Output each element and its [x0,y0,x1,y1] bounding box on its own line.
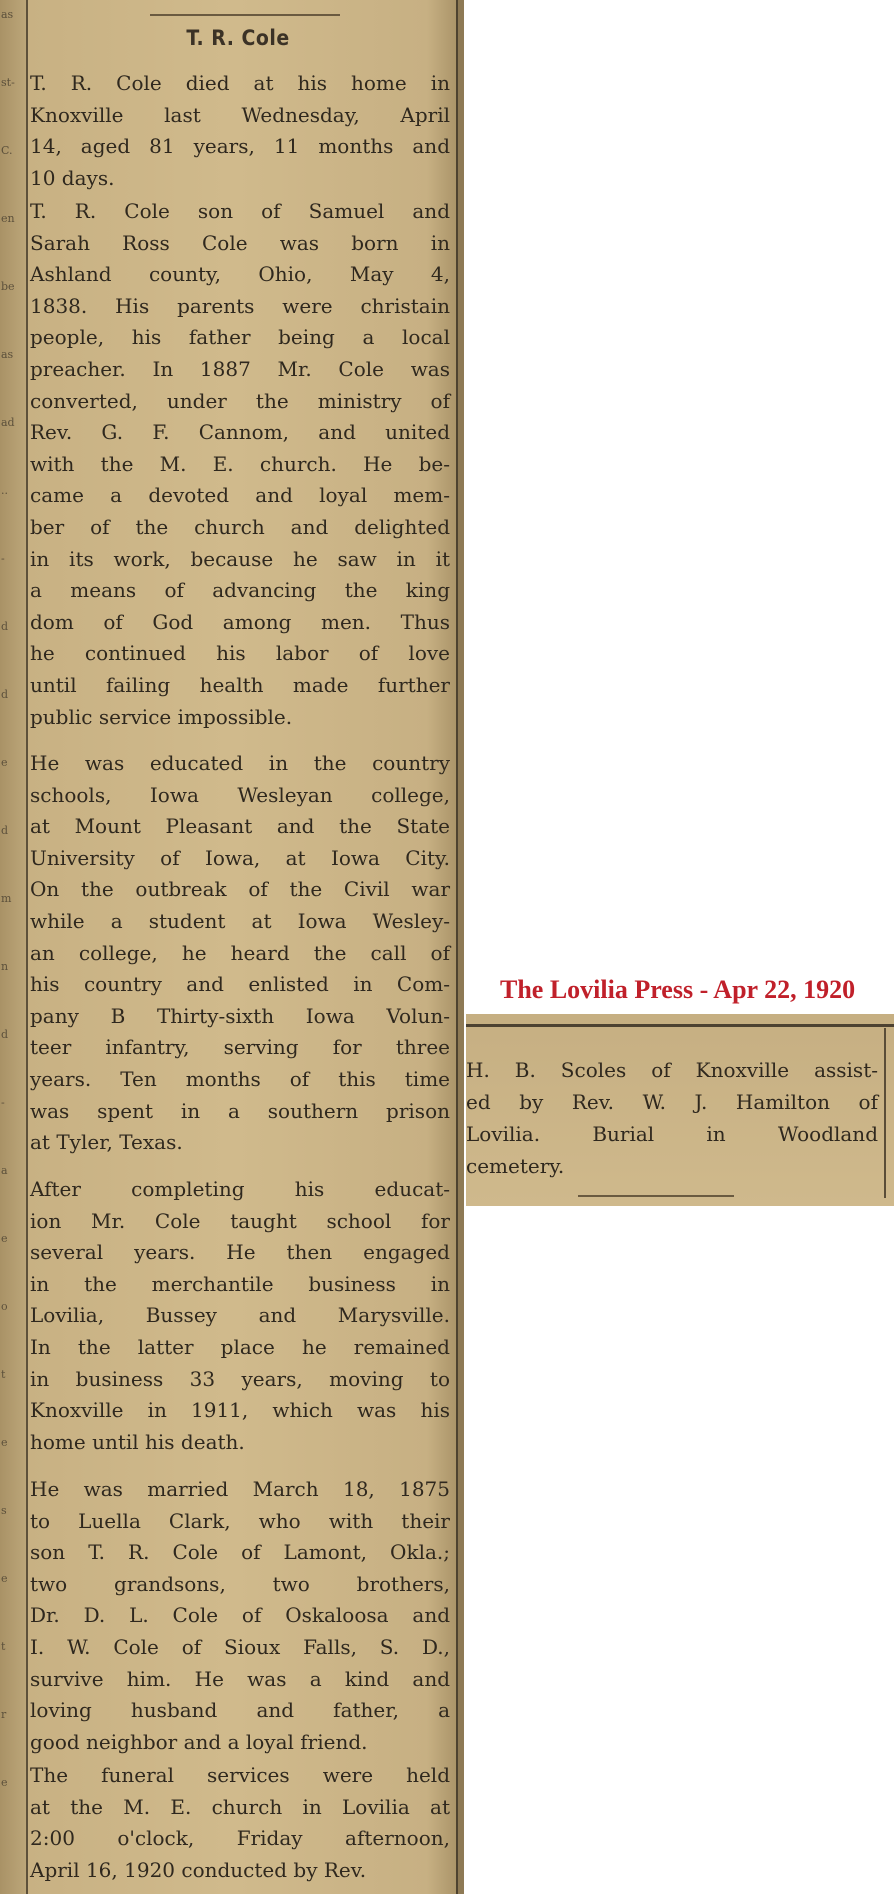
text-line: at Mount Pleasant and the State [30,814,450,839]
paragraph-4 [30,1174,450,1458]
text-line: converted, under the ministry of [30,388,450,413]
text-line: home until his death. [30,1429,245,1454]
margin-fragment: as [1,348,14,361]
margin-fragment: s [1,1504,7,1517]
text-line: Lovilia. Burial in Woodland [466,1122,878,1146]
text-line: until failing health made further [30,672,450,697]
text-line: good neighbor and a loyal friend. [30,1729,368,1754]
text-line: In the latter place he remained [30,1334,450,1359]
margin-fragment: - [1,1096,5,1109]
text-line: two grandsons, two brothers, [30,1571,450,1596]
text-line: Lovilia, Bussey and Marysville. [30,1303,450,1328]
heading-rule [150,14,340,16]
text-line: an college, he heard the call of [30,940,450,965]
continuation-paragraph [466,1054,878,1182]
text-line: H. B. Scoles of Knoxville assist- [466,1058,878,1082]
text-line: in business 33 years, moving to [30,1366,450,1391]
text-line: a means of advancing the king [30,578,450,603]
column-rule-right [456,0,464,1894]
text-line: Sarah Ross Cole was born in [30,230,450,255]
text-line: his country and enlisted in Com- [30,972,450,997]
text-line: public service impossible. [30,704,293,729]
margin-fragment: r [1,1708,7,1721]
text-line: He was educated in the country [30,751,450,775]
text-line: 2:00 o'clock, Friday afternoon, [30,1826,450,1851]
paragraph-6 [30,1760,450,1886]
text-line: survive him. He was a kind and [30,1666,450,1691]
text-line: in its work, because he saw in it [30,546,450,571]
text-line: preacher. In 1887 Mr. Cole was [30,356,450,381]
margin-fragment: t [1,1368,6,1381]
margin-fragment: d [1,1028,9,1041]
text-line: at Tyler, Texas. [30,1130,183,1155]
text-line: ber of the church and delighted [30,514,450,539]
text-line: Knoxville in 1911, which was his [30,1398,450,1423]
paragraph-3 [30,748,450,1159]
margin-fragment: m [1,892,12,905]
margin-fragment: o [1,1300,8,1313]
text-line: T. R. Cole died at his home in [30,71,450,95]
margin-fragment: n [1,960,9,973]
text-line: He was married March 18, 1875 [30,1477,450,1501]
text-line: he continued his labor of love [30,641,450,666]
text-line: 10 days. [30,165,115,190]
margin-fragment: be [1,280,15,293]
margin-fragment: - [1,552,5,565]
text-line: T. R. Cole son of Samuel and [30,199,450,223]
margin-fragment: t [1,1640,6,1653]
continuation-column-rule [884,1028,886,1198]
article-heading: T. R. Cole [186,26,290,50]
text-line: years. Ten months of this time [30,1066,450,1091]
text-line: to Luella Clark, who with their [30,1508,450,1533]
text-line: while a student at Iowa Wesley- [30,908,450,933]
text-line: ed by Rev. W. J. Hamilton of [466,1090,878,1114]
text-line: teer infantry, serving for three [30,1035,450,1060]
text-line: On the outbreak of the Civil war [30,877,450,902]
text-line: came a devoted and loyal mem- [30,483,450,508]
text-line: Knoxville last Wednesday, April [30,102,450,127]
text-line: cemetery. [466,1154,565,1178]
margin-fragment: as [1,8,14,21]
margin-fragment: e [1,756,8,769]
text-line: people, his father being a local [30,325,450,350]
margin-fragment: .. [1,484,8,497]
text-line: Dr. D. L. Cole of Oskaloosa and [30,1603,450,1628]
text-line: Rev. G. F. Cannom, and united [30,420,450,445]
end-rule [578,1195,734,1197]
margin-fragment: d [1,620,9,633]
text-line: After completing his educat- [30,1177,450,1201]
margin-fragment: a [1,1164,8,1177]
margin-fragment: e [1,1436,8,1449]
text-line: dom of God among men. Thus [30,609,450,634]
text-line: at the M. E. church in Lovilia at [30,1794,450,1819]
paragraph-5 [30,1474,450,1758]
text-line: ion Mr. Cole taught school for [30,1208,450,1233]
text-line: with the M. E. church. He be- [30,451,450,476]
margin-fragment: d [1,824,9,837]
margin-fragment: e [1,1572,8,1585]
margin-fragment: ad [1,416,15,429]
text-line: was spent in a southern prison [30,1098,450,1123]
paragraph-2 [30,196,450,733]
margin-fragment: st- [1,76,15,89]
source-caption: The Lovilia Press - Apr 22, 1920 [500,975,856,1004]
text-line: son T. R. Cole of Lamont, Okla.; [30,1540,450,1565]
margin-fragment: e [1,1776,8,1789]
text-line: pany B Thirty-sixth Iowa Volun- [30,1003,450,1028]
text-line: I. W. Cole of Sioux Falls, S. D., [30,1634,450,1659]
text-line: Ashland county, Ohio, May 4, [30,262,450,287]
text-line: April 16, 1920 conducted by Rev. [30,1857,367,1882]
text-line: loving husband and father, a [30,1698,450,1723]
text-line: 14, aged 81 years, 11 months and [30,134,450,159]
text-line: 1838. His parents were christain [30,293,450,318]
newspaper-clipping-continuation [466,1014,894,1206]
paragraph-1 [30,68,450,194]
margin-fragment: en [1,212,15,225]
margin-fragment: d [1,688,9,701]
text-line: several years. He then engaged [30,1240,450,1265]
text-line: The funeral services were held [30,1763,450,1787]
text-line: schools, Iowa Wesleyan college, [30,782,450,807]
text-line: in the merchantile business in [30,1271,450,1296]
text-line: University of Iowa, at Iowa City. [30,845,450,870]
continuation-top-rule [466,1024,894,1027]
margin-fragment: e [1,1232,8,1245]
margin-fragment: C. [1,144,13,157]
